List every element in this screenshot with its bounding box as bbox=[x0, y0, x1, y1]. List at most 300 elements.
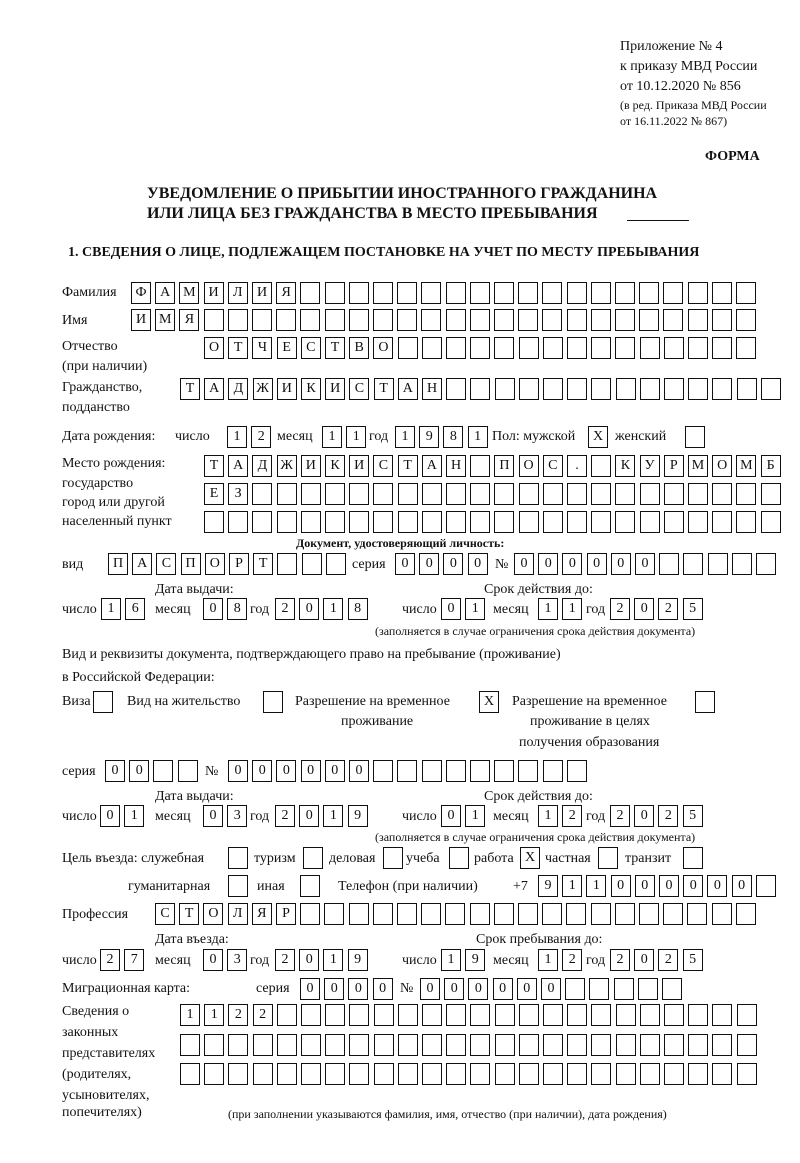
mc-number-cell[interactable]: 0 bbox=[493, 978, 513, 1000]
patronymic-cell[interactable]: Е bbox=[277, 337, 297, 359]
surname-cell[interactable] bbox=[542, 282, 562, 304]
birthplace-line1-cell[interactable]: М bbox=[736, 455, 756, 477]
surname-cell[interactable] bbox=[639, 282, 659, 304]
name-cell[interactable] bbox=[276, 309, 296, 331]
birthplace-line1-cell[interactable]: Т bbox=[398, 455, 418, 477]
birthplace-line2-cell[interactable] bbox=[373, 483, 393, 505]
stay-until-year-cell[interactable]: 2 bbox=[610, 949, 630, 971]
stay-number-cell[interactable]: 0 bbox=[325, 760, 345, 782]
reps-line1-cell[interactable] bbox=[422, 1004, 442, 1026]
profession-cell[interactable]: С bbox=[155, 903, 175, 925]
id-number-cell[interactable]: 0 bbox=[587, 553, 607, 575]
reps-line1-cell[interactable] bbox=[446, 1004, 466, 1026]
id-kind-cell[interactable]: О bbox=[205, 553, 225, 575]
citizenship-cell[interactable] bbox=[664, 378, 684, 400]
profession-cell[interactable] bbox=[349, 903, 369, 925]
patronymic-cell[interactable] bbox=[615, 337, 635, 359]
birthplace-line1-cell[interactable]: К bbox=[325, 455, 345, 477]
name-cell[interactable] bbox=[373, 309, 393, 331]
name-cell[interactable] bbox=[712, 309, 732, 331]
birthplace-line1-cell[interactable] bbox=[470, 455, 490, 477]
profession-cell[interactable]: Р bbox=[276, 903, 296, 925]
reps-line3-cell[interactable] bbox=[519, 1063, 539, 1085]
reps-line2-cell[interactable] bbox=[519, 1034, 539, 1056]
name-cell[interactable] bbox=[228, 309, 248, 331]
mc-number-cell[interactable] bbox=[614, 978, 634, 1000]
phone-cell[interactable]: 0 bbox=[635, 875, 655, 897]
birthplace-line1-cell[interactable]: Т bbox=[204, 455, 224, 477]
surname-cell[interactable]: Л bbox=[228, 282, 248, 304]
surname-cell[interactable] bbox=[591, 282, 611, 304]
reps-line2-cell[interactable] bbox=[712, 1034, 732, 1056]
surname-cell[interactable] bbox=[446, 282, 466, 304]
surname-cell[interactable] bbox=[712, 282, 732, 304]
stay-valid-year-cell[interactable]: 0 bbox=[634, 805, 654, 827]
citizenship-cell[interactable]: А bbox=[398, 378, 418, 400]
id-series-cell[interactable]: 0 bbox=[395, 553, 415, 575]
reps-line2-cell[interactable] bbox=[495, 1034, 515, 1056]
patronymic-cell[interactable]: О bbox=[204, 337, 224, 359]
reps-line2-cell[interactable] bbox=[543, 1034, 563, 1056]
id-valid-month-cell[interactable]: 1 bbox=[538, 598, 558, 620]
surname-cell[interactable] bbox=[373, 282, 393, 304]
patronymic-cell[interactable] bbox=[494, 337, 514, 359]
surname-cell[interactable]: Я bbox=[276, 282, 296, 304]
birthplace-line2-cell[interactable] bbox=[252, 483, 272, 505]
birthplace-line2-cell[interactable] bbox=[688, 483, 708, 505]
reps-line3-cell[interactable] bbox=[640, 1063, 660, 1085]
phone-cell[interactable]: 0 bbox=[611, 875, 631, 897]
citizenship-cell[interactable]: Д bbox=[228, 378, 248, 400]
id-valid-year-cell[interactable]: 0 bbox=[634, 598, 654, 620]
reps-line3-cell[interactable] bbox=[228, 1063, 248, 1085]
sex-male-checkbox[interactable]: X bbox=[588, 426, 608, 448]
id-number-cell[interactable]: 0 bbox=[635, 553, 655, 575]
stay-valid-month-cell[interactable]: 2 bbox=[562, 805, 582, 827]
reps-line1-cell[interactable]: 2 bbox=[228, 1004, 248, 1026]
patronymic-cell[interactable] bbox=[591, 337, 611, 359]
name-cell[interactable]: М bbox=[155, 309, 175, 331]
profession-cell[interactable] bbox=[324, 903, 344, 925]
reps-line1-cell[interactable]: 1 bbox=[180, 1004, 200, 1026]
reps-line2-cell[interactable] bbox=[180, 1034, 200, 1056]
stay-until-year-cell[interactable]: 2 bbox=[658, 949, 678, 971]
patronymic-cell[interactable]: О bbox=[373, 337, 393, 359]
reps-line1-cell[interactable] bbox=[543, 1004, 563, 1026]
birthplace-line2-cell[interactable] bbox=[277, 483, 297, 505]
birth-year-cell[interactable]: 1 bbox=[468, 426, 488, 448]
citizenship-cell[interactable]: А bbox=[204, 378, 224, 400]
birthplace-line2-cell[interactable] bbox=[591, 483, 611, 505]
reps-line1-cell[interactable]: 2 bbox=[253, 1004, 273, 1026]
mc-number-cell[interactable]: 0 bbox=[541, 978, 561, 1000]
birthplace-line2-cell[interactable] bbox=[664, 483, 684, 505]
purpose-work-checkbox[interactable]: X bbox=[520, 847, 540, 869]
entry-year-cell[interactable]: 1 bbox=[323, 949, 343, 971]
reps-line2-cell[interactable] bbox=[737, 1034, 757, 1056]
id-kind-cell[interactable]: Р bbox=[229, 553, 249, 575]
birthplace-line1-cell[interactable]: С bbox=[373, 455, 393, 477]
temp-residence-checkbox[interactable]: X bbox=[479, 691, 499, 713]
stay-until-year-cell[interactable]: 0 bbox=[634, 949, 654, 971]
birthplace-line2-cell[interactable] bbox=[470, 483, 490, 505]
citizenship-cell[interactable] bbox=[640, 378, 660, 400]
name-cell[interactable] bbox=[252, 309, 272, 331]
patronymic-cell[interactable] bbox=[640, 337, 660, 359]
id-kind-cell[interactable]: Т bbox=[253, 553, 273, 575]
name-cell[interactable] bbox=[615, 309, 635, 331]
id-number-cell[interactable]: 0 bbox=[562, 553, 582, 575]
id-issue-day-cell[interactable]: 6 bbox=[125, 598, 145, 620]
purpose-tourism-checkbox[interactable] bbox=[303, 847, 323, 869]
citizenship-cell[interactable] bbox=[519, 378, 539, 400]
birthplace-line2-cell[interactable] bbox=[325, 483, 345, 505]
patronymic-cell[interactable] bbox=[422, 337, 442, 359]
reps-line1-cell[interactable] bbox=[664, 1004, 684, 1026]
reps-line1-cell[interactable] bbox=[519, 1004, 539, 1026]
citizenship-cell[interactable] bbox=[737, 378, 757, 400]
phone-cell[interactable]: 9 bbox=[538, 875, 558, 897]
birthplace-line1-cell[interactable]: К bbox=[615, 455, 635, 477]
mc-series-cell[interactable]: 0 bbox=[324, 978, 344, 1000]
birthplace-line1-cell[interactable]: П bbox=[494, 455, 514, 477]
stay-series-cell[interactable]: 0 bbox=[105, 760, 125, 782]
id-issue-month-cell[interactable]: 0 bbox=[203, 598, 223, 620]
name-cell[interactable] bbox=[542, 309, 562, 331]
surname-cell[interactable] bbox=[663, 282, 683, 304]
birthplace-line2-cell[interactable] bbox=[301, 483, 321, 505]
id-valid-day-cell[interactable]: 0 bbox=[441, 598, 461, 620]
birthplace-line2-cell[interactable] bbox=[519, 483, 539, 505]
reps-line2-cell[interactable] bbox=[277, 1034, 297, 1056]
reps-line2-cell[interactable] bbox=[325, 1034, 345, 1056]
name-cell[interactable] bbox=[349, 309, 369, 331]
reps-line3-cell[interactable] bbox=[712, 1063, 732, 1085]
stay-valid-year-cell[interactable]: 2 bbox=[610, 805, 630, 827]
stay-number-cell[interactable] bbox=[567, 760, 587, 782]
patronymic-cell[interactable]: С bbox=[301, 337, 321, 359]
name-cell[interactable] bbox=[567, 309, 587, 331]
id-kind-cell[interactable]: А bbox=[132, 553, 152, 575]
purpose-study-checkbox[interactable] bbox=[449, 847, 469, 869]
id-issue-year-cell[interactable]: 1 bbox=[323, 598, 343, 620]
id-kind-cell[interactable] bbox=[326, 553, 346, 575]
surname-cell[interactable] bbox=[349, 282, 369, 304]
birthplace-line1-cell[interactable]: Р bbox=[664, 455, 684, 477]
id-issue-day-cell[interactable]: 1 bbox=[101, 598, 121, 620]
name-cell[interactable] bbox=[736, 309, 756, 331]
patronymic-cell[interactable] bbox=[519, 337, 539, 359]
purpose-other-checkbox[interactable] bbox=[300, 875, 320, 897]
patronymic-cell[interactable] bbox=[567, 337, 587, 359]
id-series-cell[interactable]: 0 bbox=[443, 553, 463, 575]
reps-line2-cell[interactable] bbox=[301, 1034, 321, 1056]
place-of-stay-blank-line[interactable] bbox=[627, 206, 689, 221]
stay-number-cell[interactable]: 0 bbox=[349, 760, 369, 782]
phone-cell[interactable]: 0 bbox=[707, 875, 727, 897]
reps-line1-cell[interactable] bbox=[591, 1004, 611, 1026]
stay-number-cell[interactable]: 0 bbox=[252, 760, 272, 782]
id-issue-year-cell[interactable]: 2 bbox=[275, 598, 295, 620]
reps-line3-cell[interactable] bbox=[664, 1063, 684, 1085]
stay-valid-year-cell[interactable]: 5 bbox=[683, 805, 703, 827]
birthplace-line3-cell[interactable] bbox=[325, 511, 345, 533]
phone-cell[interactable]: 0 bbox=[683, 875, 703, 897]
profession-cell[interactable] bbox=[494, 903, 514, 925]
stay-until-day-cell[interactable]: 1 bbox=[441, 949, 461, 971]
reps-line3-cell[interactable] bbox=[688, 1063, 708, 1085]
reps-line1-cell[interactable]: 1 bbox=[204, 1004, 224, 1026]
stay-number-cell[interactable] bbox=[494, 760, 514, 782]
profession-cell[interactable] bbox=[397, 903, 417, 925]
reps-line2-cell[interactable] bbox=[470, 1034, 490, 1056]
birthplace-line2-cell[interactable] bbox=[761, 483, 781, 505]
stay-issue-month-cell[interactable]: 0 bbox=[203, 805, 223, 827]
reps-line2-cell[interactable] bbox=[204, 1034, 224, 1056]
purpose-humanitarian-checkbox[interactable] bbox=[228, 875, 248, 897]
profession-cell[interactable] bbox=[542, 903, 562, 925]
profession-cell[interactable] bbox=[591, 903, 611, 925]
citizenship-cell[interactable] bbox=[495, 378, 515, 400]
mc-number-cell[interactable] bbox=[662, 978, 682, 1000]
birthplace-line2-cell[interactable] bbox=[543, 483, 563, 505]
reps-line3-cell[interactable] bbox=[301, 1063, 321, 1085]
reps-line2-cell[interactable] bbox=[567, 1034, 587, 1056]
name-cell[interactable] bbox=[688, 309, 708, 331]
citizenship-cell[interactable]: Ж bbox=[253, 378, 273, 400]
reps-line2-cell[interactable] bbox=[398, 1034, 418, 1056]
birthplace-line2-cell[interactable] bbox=[398, 483, 418, 505]
id-number-cell[interactable] bbox=[683, 553, 703, 575]
reps-line3-cell[interactable] bbox=[543, 1063, 563, 1085]
birthplace-line1-cell[interactable]: М bbox=[688, 455, 708, 477]
id-kind-cell[interactable]: С bbox=[156, 553, 176, 575]
citizenship-cell[interactable] bbox=[688, 378, 708, 400]
reps-line3-cell[interactable] bbox=[325, 1063, 345, 1085]
reps-line1-cell[interactable] bbox=[737, 1004, 757, 1026]
surname-cell[interactable] bbox=[421, 282, 441, 304]
birthplace-line2-cell[interactable] bbox=[736, 483, 756, 505]
birthplace-line3-cell[interactable] bbox=[398, 511, 418, 533]
birthplace-line3-cell[interactable] bbox=[567, 511, 587, 533]
birthplace-line1-cell[interactable]: Б bbox=[761, 455, 781, 477]
name-cell[interactable]: Я bbox=[179, 309, 199, 331]
visa-checkbox[interactable] bbox=[93, 691, 113, 713]
profession-cell[interactable] bbox=[518, 903, 538, 925]
birth-day-cell[interactable]: 2 bbox=[251, 426, 271, 448]
reps-line2-cell[interactable] bbox=[640, 1034, 660, 1056]
id-valid-year-cell[interactable]: 2 bbox=[610, 598, 630, 620]
profession-cell[interactable] bbox=[736, 903, 756, 925]
id-series-cell[interactable]: 0 bbox=[419, 553, 439, 575]
surname-cell[interactable] bbox=[470, 282, 490, 304]
birthplace-line3-cell[interactable] bbox=[252, 511, 272, 533]
citizenship-cell[interactable] bbox=[446, 378, 466, 400]
name-cell[interactable] bbox=[591, 309, 611, 331]
id-issue-year-cell[interactable]: 0 bbox=[299, 598, 319, 620]
birthplace-line3-cell[interactable] bbox=[204, 511, 224, 533]
reps-line3-cell[interactable] bbox=[204, 1063, 224, 1085]
birthplace-line1-cell[interactable]: А bbox=[422, 455, 442, 477]
citizenship-cell[interactable] bbox=[591, 378, 611, 400]
reps-line3-cell[interactable] bbox=[495, 1063, 515, 1085]
surname-cell[interactable] bbox=[397, 282, 417, 304]
birthplace-line2-cell[interactable] bbox=[446, 483, 466, 505]
id-valid-month-cell[interactable]: 1 bbox=[562, 598, 582, 620]
birthplace-line3-cell[interactable] bbox=[543, 511, 563, 533]
citizenship-cell[interactable] bbox=[616, 378, 636, 400]
reps-line3-cell[interactable] bbox=[567, 1063, 587, 1085]
surname-cell[interactable] bbox=[688, 282, 708, 304]
birthplace-line3-cell[interactable] bbox=[422, 511, 442, 533]
stay-series-cell[interactable]: 0 bbox=[129, 760, 149, 782]
stay-series-cell[interactable] bbox=[178, 760, 198, 782]
stay-valid-year-cell[interactable]: 2 bbox=[658, 805, 678, 827]
id-valid-year-cell[interactable]: 5 bbox=[683, 598, 703, 620]
stay-number-cell[interactable] bbox=[446, 760, 466, 782]
birthplace-line1-cell[interactable]: Д bbox=[252, 455, 272, 477]
mc-number-cell[interactable]: 0 bbox=[517, 978, 537, 1000]
reps-line1-cell[interactable] bbox=[616, 1004, 636, 1026]
birthplace-line2-cell[interactable]: З bbox=[228, 483, 248, 505]
stay-number-cell[interactable]: 0 bbox=[228, 760, 248, 782]
mc-series-cell[interactable]: 0 bbox=[348, 978, 368, 1000]
stay-series-cell[interactable] bbox=[153, 760, 173, 782]
birthplace-line1-cell[interactable]: О bbox=[519, 455, 539, 477]
stay-number-cell[interactable] bbox=[373, 760, 393, 782]
patronymic-cell[interactable] bbox=[470, 337, 490, 359]
birthplace-line3-cell[interactable] bbox=[349, 511, 369, 533]
reps-line1-cell[interactable] bbox=[349, 1004, 369, 1026]
stay-issue-year-cell[interactable]: 1 bbox=[323, 805, 343, 827]
stay-valid-day-cell[interactable]: 1 bbox=[465, 805, 485, 827]
reps-line2-cell[interactable] bbox=[374, 1034, 394, 1056]
reps-line3-cell[interactable] bbox=[616, 1063, 636, 1085]
reps-line1-cell[interactable] bbox=[277, 1004, 297, 1026]
birth-month-cell[interactable]: 1 bbox=[322, 426, 342, 448]
reps-line3-cell[interactable] bbox=[180, 1063, 200, 1085]
surname-cell[interactable]: И bbox=[204, 282, 224, 304]
birthplace-line1-cell[interactable]: И bbox=[349, 455, 369, 477]
entry-year-cell[interactable]: 9 bbox=[348, 949, 368, 971]
citizenship-cell[interactable]: Т bbox=[374, 378, 394, 400]
id-number-cell[interactable] bbox=[756, 553, 776, 575]
stay-number-cell[interactable]: 0 bbox=[301, 760, 321, 782]
birthplace-line3-cell[interactable] bbox=[373, 511, 393, 533]
id-valid-year-cell[interactable]: 2 bbox=[658, 598, 678, 620]
surname-cell[interactable] bbox=[518, 282, 538, 304]
profession-cell[interactable]: Т bbox=[179, 903, 199, 925]
patronymic-cell[interactable]: Т bbox=[325, 337, 345, 359]
stay-issue-year-cell[interactable]: 2 bbox=[275, 805, 295, 827]
birthplace-line1-cell[interactable]: И bbox=[301, 455, 321, 477]
id-kind-cell[interactable]: П bbox=[108, 553, 128, 575]
stay-until-day-cell[interactable]: 9 bbox=[465, 949, 485, 971]
reps-line3-cell[interactable] bbox=[446, 1063, 466, 1085]
entry-month-cell[interactable]: 3 bbox=[227, 949, 247, 971]
birthplace-line3-cell[interactable] bbox=[494, 511, 514, 533]
surname-cell[interactable] bbox=[615, 282, 635, 304]
citizenship-cell[interactable] bbox=[712, 378, 732, 400]
birthplace-line2-cell[interactable] bbox=[567, 483, 587, 505]
phone-cell[interactable]: 1 bbox=[586, 875, 606, 897]
phone-cell[interactable]: 0 bbox=[659, 875, 679, 897]
stay-number-cell[interactable] bbox=[543, 760, 563, 782]
surname-cell[interactable]: Ф bbox=[131, 282, 151, 304]
id-kind-cell[interactable]: П bbox=[181, 553, 201, 575]
birthplace-line2-cell[interactable] bbox=[712, 483, 732, 505]
id-number-cell[interactable] bbox=[732, 553, 752, 575]
birthplace-line1-cell[interactable]: С bbox=[543, 455, 563, 477]
profession-cell[interactable]: Л bbox=[228, 903, 248, 925]
reps-line1-cell[interactable] bbox=[567, 1004, 587, 1026]
name-cell[interactable] bbox=[446, 309, 466, 331]
reps-line2-cell[interactable] bbox=[688, 1034, 708, 1056]
birthplace-line3-cell[interactable] bbox=[446, 511, 466, 533]
patronymic-cell[interactable] bbox=[398, 337, 418, 359]
sex-female-checkbox[interactable] bbox=[685, 426, 705, 448]
reps-line3-cell[interactable] bbox=[737, 1063, 757, 1085]
birthplace-line3-cell[interactable] bbox=[688, 511, 708, 533]
profession-cell[interactable] bbox=[639, 903, 659, 925]
residence-permit-checkbox[interactable] bbox=[263, 691, 283, 713]
birth-month-cell[interactable]: 1 bbox=[346, 426, 366, 448]
birthplace-line1-cell[interactable]: Н bbox=[446, 455, 466, 477]
reps-line1-cell[interactable] bbox=[374, 1004, 394, 1026]
patronymic-cell[interactable]: Ч bbox=[252, 337, 272, 359]
birthplace-line2-cell[interactable] bbox=[349, 483, 369, 505]
reps-line1-cell[interactable] bbox=[688, 1004, 708, 1026]
birthplace-line1-cell[interactable]: У bbox=[640, 455, 660, 477]
name-cell[interactable] bbox=[518, 309, 538, 331]
reps-line2-cell[interactable] bbox=[253, 1034, 273, 1056]
reps-line3-cell[interactable] bbox=[374, 1063, 394, 1085]
surname-cell[interactable] bbox=[494, 282, 514, 304]
profession-cell[interactable] bbox=[615, 903, 635, 925]
profession-cell[interactable] bbox=[687, 903, 707, 925]
reps-line1-cell[interactable] bbox=[398, 1004, 418, 1026]
name-cell[interactable] bbox=[300, 309, 320, 331]
birthplace-line3-cell[interactable] bbox=[277, 511, 297, 533]
reps-line2-cell[interactable] bbox=[591, 1034, 611, 1056]
id-series-cell[interactable]: 0 bbox=[468, 553, 488, 575]
patronymic-cell[interactable]: Т bbox=[228, 337, 248, 359]
reps-line3-cell[interactable] bbox=[422, 1063, 442, 1085]
stay-issue-year-cell[interactable]: 0 bbox=[299, 805, 319, 827]
name-cell[interactable] bbox=[494, 309, 514, 331]
stay-until-year-cell[interactable]: 5 bbox=[683, 949, 703, 971]
patronymic-cell[interactable] bbox=[712, 337, 732, 359]
mc-series-cell[interactable]: 0 bbox=[300, 978, 320, 1000]
id-number-cell[interactable]: 0 bbox=[538, 553, 558, 575]
citizenship-cell[interactable]: С bbox=[349, 378, 369, 400]
entry-day-cell[interactable]: 2 bbox=[100, 949, 120, 971]
patronymic-cell[interactable] bbox=[543, 337, 563, 359]
stay-number-cell[interactable] bbox=[422, 760, 442, 782]
reps-line2-cell[interactable] bbox=[446, 1034, 466, 1056]
entry-month-cell[interactable]: 0 bbox=[203, 949, 223, 971]
id-kind-cell[interactable] bbox=[277, 553, 297, 575]
phone-cell[interactable]: 0 bbox=[732, 875, 752, 897]
id-kind-cell[interactable] bbox=[302, 553, 322, 575]
purpose-official-checkbox[interactable] bbox=[228, 847, 248, 869]
citizenship-cell[interactable] bbox=[761, 378, 781, 400]
profession-cell[interactable] bbox=[712, 903, 732, 925]
patronymic-cell[interactable]: В bbox=[349, 337, 369, 359]
purpose-private-checkbox[interactable] bbox=[598, 847, 618, 869]
birthplace-line1-cell[interactable] bbox=[591, 455, 611, 477]
phone-cell[interactable]: 1 bbox=[562, 875, 582, 897]
